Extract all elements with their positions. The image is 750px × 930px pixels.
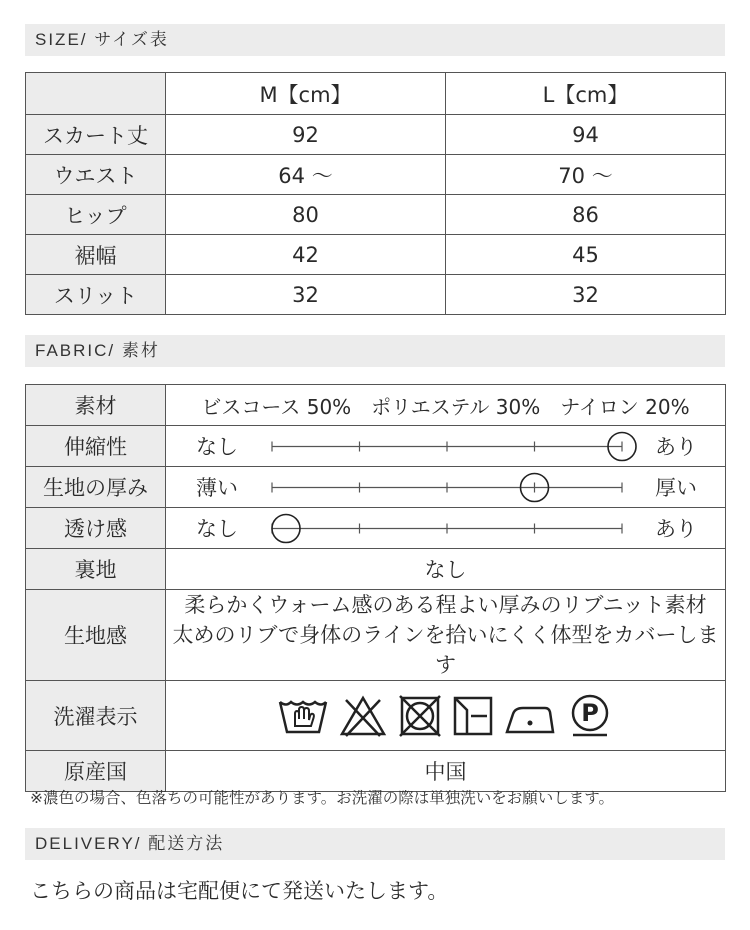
feel-description (166, 590, 726, 681)
delivery-text: こちらの商品は宅配便にて発送いたします。 (30, 879, 449, 903)
size-row-slit (26, 275, 726, 315)
stretch-scale-bar (272, 426, 642, 467)
size-table (25, 72, 726, 315)
size-value-l: 94 (446, 115, 726, 155)
size-section-title: SIZE/ サイズ表 (25, 24, 725, 56)
low-iron-icon (503, 694, 557, 738)
fabric-row-lining (26, 549, 726, 590)
size-row-label: ウエスト (26, 155, 166, 195)
sheerness-label: 透け感 (26, 508, 166, 549)
lining-label: 裏地 (26, 549, 166, 590)
size-row-hip (26, 195, 726, 235)
size-value-m: 42 (166, 235, 446, 275)
size-row-label: ヒップ (26, 195, 166, 235)
scale-right-label: あり (655, 435, 697, 459)
fabric-row-material (26, 385, 726, 426)
line-dry-icon (451, 694, 495, 738)
thickness-scale (166, 467, 726, 508)
thickness-label: 生地の厚み (26, 467, 166, 508)
feel-line: 柔らかくウォーム感のある程よい厚みのリブニット素材 (184, 593, 707, 617)
fabric-table (25, 384, 726, 792)
feel-line: 太めのリブで身体のラインを拾いにくく体型をカバーします (172, 623, 719, 677)
size-row-waist (26, 155, 726, 195)
hand-wash-icon (277, 694, 329, 738)
size-header-row (26, 73, 726, 115)
size-row-label: 裾幅 (26, 235, 166, 275)
origin-value: 中国 (166, 751, 726, 792)
fabric-row-stretch (26, 426, 726, 467)
dry-clean-p-icon (565, 693, 615, 739)
fabric-row-care (26, 681, 726, 751)
size-value-m: 92 (166, 115, 446, 155)
feel-label: 生地感 (26, 590, 166, 681)
size-value-m: 64 〜 (166, 155, 446, 195)
material-value: ビスコース 50% ポリエステル 30% ナイロン 20% (166, 385, 726, 426)
scale-left-label: なし (196, 517, 238, 541)
scale-right-label: あり (655, 517, 697, 541)
size-row-label: スリット (26, 275, 166, 315)
scale-left-label: 薄い (196, 476, 238, 500)
size-value-m: 80 (166, 195, 446, 235)
sheerness-scale-bar (272, 508, 642, 549)
size-col-m: M【cm】 (166, 73, 446, 115)
lining-value: なし (166, 549, 726, 590)
fabric-row-sheerness (26, 508, 726, 549)
care-note: ※濃色の場合、色落ちの可能性があります。お洗濯の際は単独洗いをお願いします。 (30, 789, 615, 807)
size-row-skirt-length (26, 115, 726, 155)
size-value-m: 32 (166, 275, 446, 315)
material-label: 素材 (26, 385, 166, 426)
care-icons (166, 681, 726, 751)
care-label: 洗濯表示 (26, 681, 166, 751)
size-value-l: 32 (446, 275, 726, 315)
stretch-label: 伸縮性 (26, 426, 166, 467)
size-corner-cell (26, 73, 166, 115)
size-row-label: スカート丈 (26, 115, 166, 155)
size-value-l: 86 (446, 195, 726, 235)
scale-left-label: なし (196, 435, 238, 459)
size-col-l: L【cm】 (446, 73, 726, 115)
stretch-scale (166, 426, 726, 467)
size-value-l: 70 〜 (446, 155, 726, 195)
size-row-hem-width (26, 235, 726, 275)
fabric-row-thickness (26, 467, 726, 508)
fabric-row-feel (26, 590, 726, 681)
no-bleach-icon (337, 694, 389, 738)
sheerness-scale (166, 508, 726, 549)
delivery-section-title: DELIVERY/ 配送方法 (25, 828, 725, 860)
no-tumble-dry-icon (397, 694, 443, 738)
thickness-scale-bar (272, 467, 642, 508)
fabric-section-title: FABRIC/ 素材 (25, 335, 725, 367)
scale-right-label: 厚い (655, 476, 697, 500)
size-value-l: 45 (446, 235, 726, 275)
dry-clean-p-letter: P (580, 698, 599, 727)
origin-label: 原産国 (26, 751, 166, 792)
